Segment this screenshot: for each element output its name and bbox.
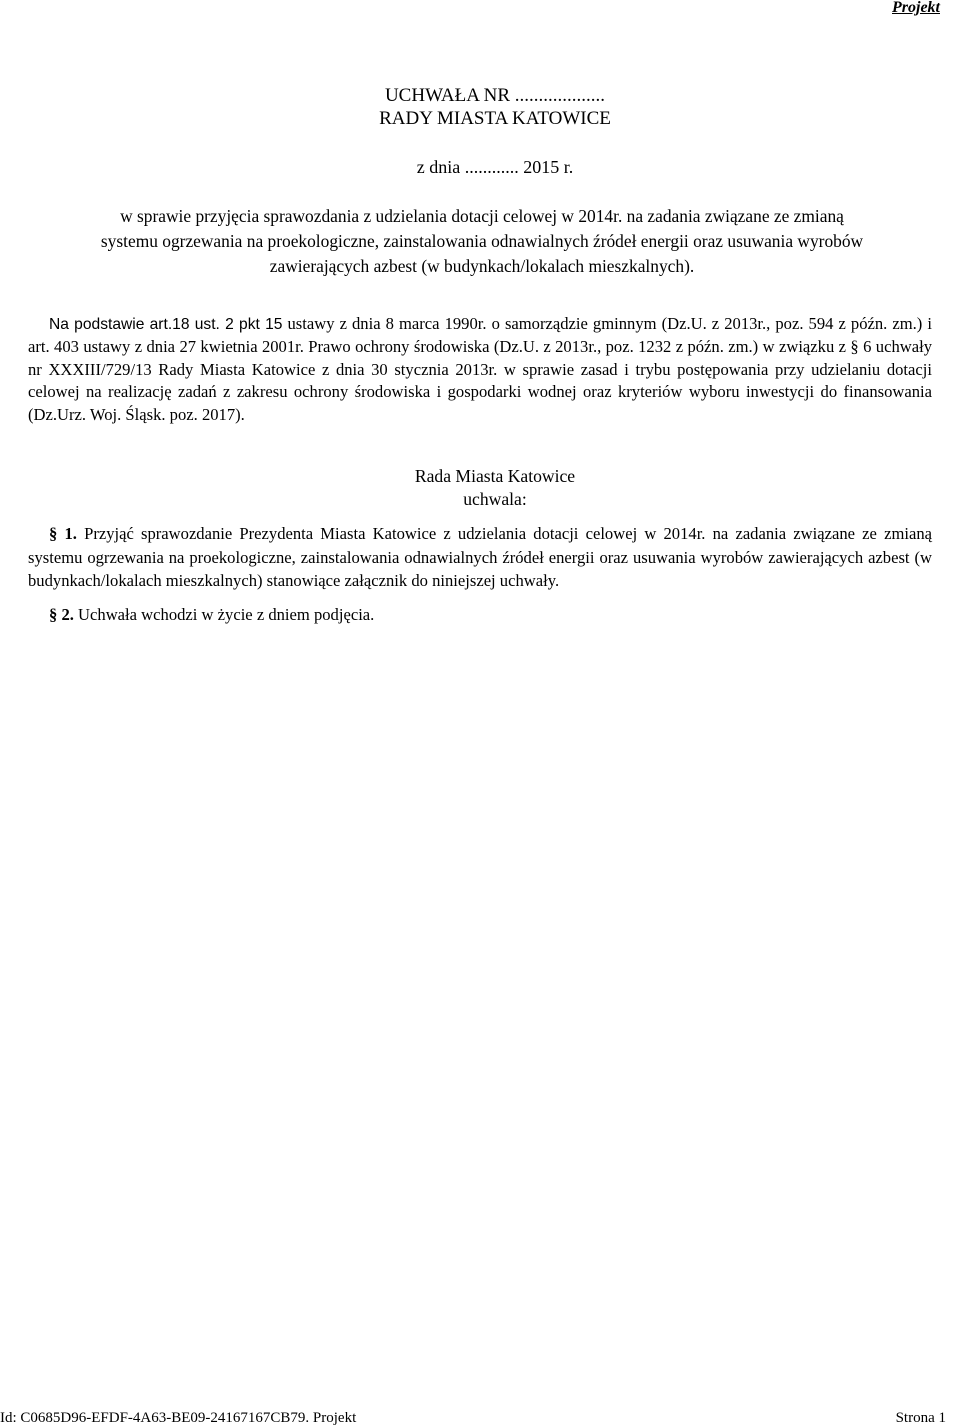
paragraph-text: Przyjąć sprawozdanie Prezydenta Miasta Katowice z udzielania dotacji celowej w 2014r. na zadania związane ze zmianą systemu ogrzewania na proekologiczne, zainstalowania odnawialnych źródeł energii oraz usuwania wyrobów zawierających azbest (w budynkach/lokalach mieszkalnych) stanowiące załącznik do niniejszej uchwały. <box>28 524 932 590</box>
paragraph-number: 2. <box>61 605 74 624</box>
legal-basis-prefix: Na podstawie art.18 ust. 2 pkt 15 <box>49 316 283 333</box>
council-heading: Rada Miasta Katowice <box>414 466 576 486</box>
council-resolves: uchwala: <box>463 489 527 509</box>
document-id-footer: Id: C0685D96-EFDF-4A63-BE09-24167167CB79. Projekt <box>0 1410 357 1426</box>
paragraph-text: Uchwała wchodzi w życie z dniem podjęcia. <box>73 605 375 624</box>
resolution-date: z dnia ............ 2015 r. <box>416 157 574 177</box>
paragraph-2 <box>28 603 932 627</box>
subject-line: systemu ogrzewania na proekologiczne, zainstalowania odnawialnych źródeł energii oraz usuwania wyrobów <box>100 231 864 251</box>
paragraph-symbol: § <box>49 605 58 624</box>
subject-line: w sprawie przyjęcia sprawozdania z udzielania dotacji celowej w 2014r. na zadania związane ze zmianą <box>120 206 844 226</box>
paragraph-1 <box>28 522 932 593</box>
resolution-subject <box>28 204 936 279</box>
page-number-footer: Strona 1 <box>895 1410 946 1426</box>
paragraph-number: 1. <box>64 524 77 543</box>
resolution-number: UCHWAŁA NR ................... <box>384 85 606 106</box>
legal-basis <box>28 313 932 426</box>
legal-basis-text: ustawy z dnia 8 marca 1990r. o samorządzie gminnym (Dz.U. z 2013r., poz. 594 z późn. zm.) i art. 403 ustawy z dnia 27 kwietnia 2001r. Prawo ochrony środowiska (Dz.U. z 2013r., poz. 1232 z późn. zm.) w związku z § 6 uchwały nr XXXIII/729/13 Rady Miasta Katowice z dnia 30 stycznia 2013r. w sprawie zasad i trybu postępowania przy udzielaniu dotacji celowej na realizację zadań z zakresu ochrony środowiska i gospodarki wodnej oraz kryteriów wyboru inwestycji do finansowania (Dz.Urz. Woj. Śląsk. poz. 2017). <box>28 314 933 424</box>
paragraph-symbol: § <box>49 524 58 543</box>
council-name-heading: RADY MIASTA KATOWICE <box>379 108 611 129</box>
project-stamp: Projekt <box>892 0 940 16</box>
subject-line: zawierających azbest (w budynkach/lokalach mieszkalnych). <box>269 256 695 276</box>
